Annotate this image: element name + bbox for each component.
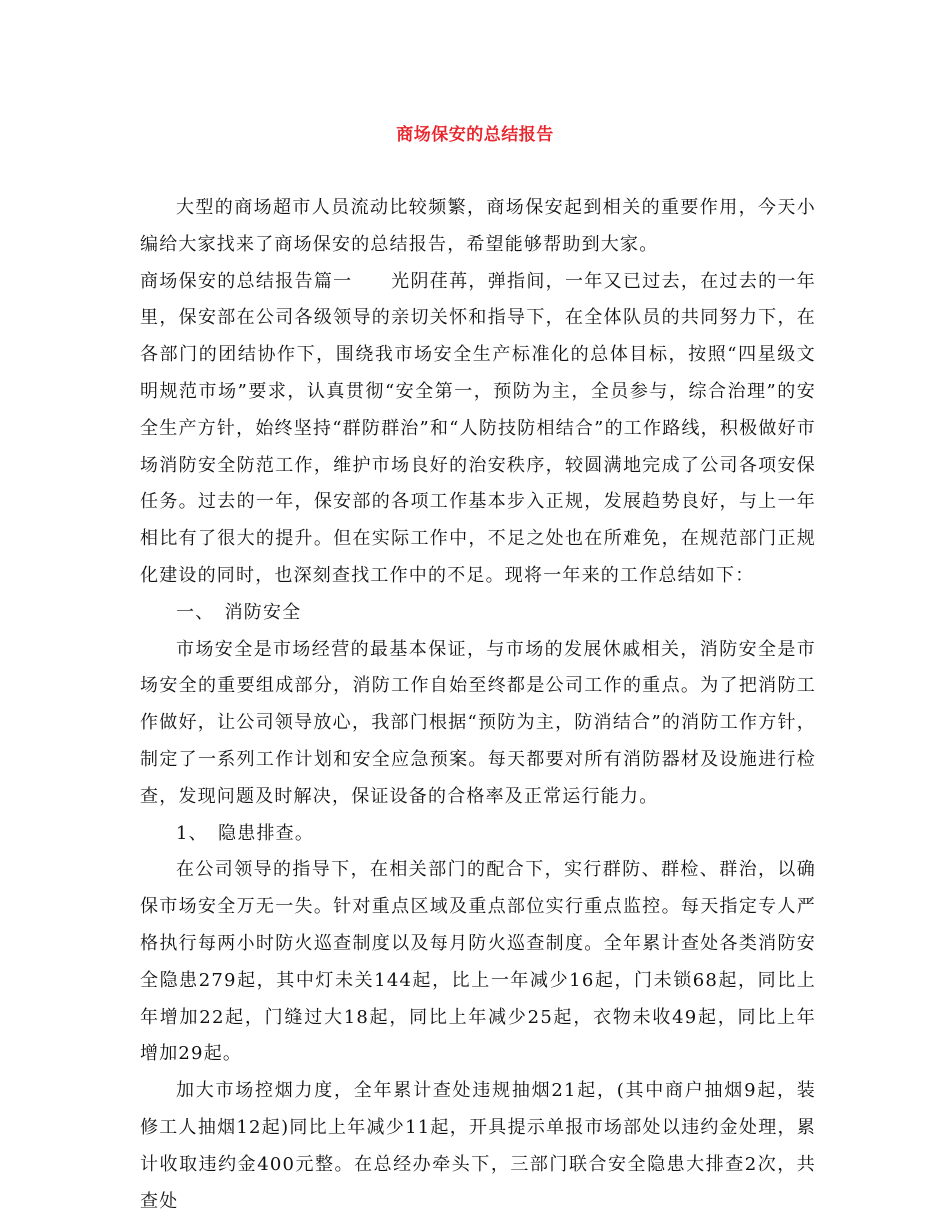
paragraph-report-start: 商场保安的总结报告篇一 光阴荏苒，弹指间，一年又已过去，在过去的一年里，保安部在公司各级领导的亲切关怀和指导下，在全体队员的共同努力下，在各部门的团结协作下，围绕我市场安全生产标准化的总体目标，按照“四星级文明规范市场”要求，认真贯彻“安全第一，预防为主，全员参与，综合治理”的安全生产方针，始终坚持“群防群治”和“人防技防相结合”的工作路线，积极做好市场消防安全防范工作，维护市场良好的治安秩序，较圆满地完成了公司各项安保任务。过去的一年，保安部的各项工作基本步入正规，发展趋势良好，与上一年相比有了很大的提升。但在实际工作中，不足之处也在所难免，在规范部门正规化建设的同时，也深刻查找工作中的不足。现将一年来的工作总结如下： — [140, 270, 816, 586]
paragraph-hazard-check: 在公司领导的指导下，在相关部门的配合下，实行群防、群检、群治，以确保市场安全万无一失。针对重点区域及重点部位实行重点监控。每天指定专人严格执行每两小时防火巡查制度以及每月防火巡查制度。全年累计查处各类消防安全隐患279起，其中灯未关144起，比上一年减少16起，门未锁68起，同比上年增加22起，门缝过大18起，同比上年减少25起，衣物未收49起，同比上年增加29起。 — [140, 859, 816, 1065]
section-heading-fire-safety: 一、 消防安全 — [176, 601, 302, 623]
paragraph-fire-safety: 市场安全是市场经营的最基本保证，与市场的发展休戚相关，消防安全是市场安全的重要组成部分，消防工作自始至终都是公司工作的重点。为了把消防工作做好，让公司领导放心，我部门根据“预防为主，防消结合”的消防工作方针，制定了一系列工作计划和安全应急预案。每天都要对所有消防器材及设施进行检查，发现问题及时解决，保证设备的合格率及正常运行能力。 — [140, 638, 816, 807]
subsection-heading-hazard-check: 1、 隐患排查。 — [176, 822, 315, 844]
paragraph-intro: 大型的商场超市人员流动比较频繁，商场保安起到相关的重要作用，今天小编给大家找来了商场保安的总结报告，希望能够帮助到大家。 — [140, 197, 816, 255]
document-title: 商场保安的总结报告 — [396, 125, 554, 145]
document-body — [140, 190, 816, 1220]
paragraph-smoking-control: 加大市场控烟力度，全年累计查处违规抽烟21起，(其中商户抽烟9起，装修工人抽烟12起)同比上年减少11起，开具提示单报市场部处以违约金处理，累计收取违约金400元整。在总经办牵头下，三部门联合安全隐患大排查2次，共查处 — [140, 1080, 816, 1212]
